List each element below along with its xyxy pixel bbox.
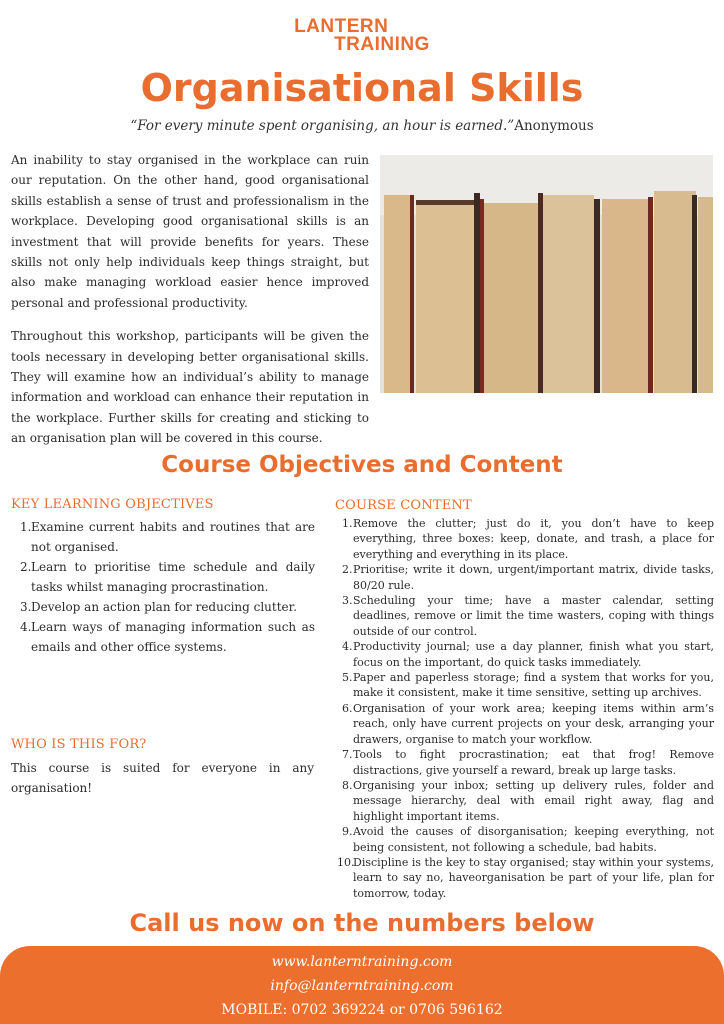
objective-item: 3. Develop an action plan for reducing clutter. bbox=[20, 600, 297, 614]
logo-line-1: LANTERN bbox=[294, 16, 389, 37]
mobile-numbers: MOBILE: 0702 369224 or 0706 596162 bbox=[221, 1002, 503, 1018]
intro-text bbox=[11, 150, 369, 462]
content-item: 8. Organising your inbox; setting up delivery rules, folder and message hierarchy, deal with email right away, flag and highlight important items. bbox=[342, 778, 714, 823]
section-title: Course Objectives and Content bbox=[161, 452, 563, 478]
logo bbox=[0, 18, 724, 54]
objectives-heading: KEY LEARNING OBJECTIVES bbox=[11, 497, 214, 512]
content-item: 4. Productivity journal; use a day planner, finish what you start, focus on the important, do quick tasks immediately. bbox=[342, 640, 714, 669]
call-to-action: Call us now on the numbers below bbox=[129, 909, 595, 937]
page-title: Organisational Skills bbox=[140, 66, 584, 110]
who-text: This course is suited for everyone in any organisation! bbox=[11, 761, 314, 795]
content-item: 10. Discipline is the key to stay organised; stay within your systems, learn to say no, haveorganisation be part of your life, plan for tomorrow, today. bbox=[337, 855, 714, 900]
content-item: 5. Paper and paperless storage; find a system that works for you, make it consistent, make it time sensitive, setting up archives. bbox=[342, 671, 714, 700]
objective-item: 2. Learn to prioritise time schedule and daily tasks whilst managing procrastination. bbox=[20, 560, 315, 594]
intro-paragraph-2: Throughout this workshop, participants will be given the tools necessary in developing better organisational skills. They will examine how an individual’s ability to manage information and workload can enhance their reputation in the workplace. Further skills for creating and sticking to an organisation plan will be covered in this course. bbox=[11, 329, 369, 446]
content-item: 2. Prioritise; write it down, urgent/important matrix, divide tasks, 80/20 rule. bbox=[342, 563, 714, 592]
content-item: 1. Remove the clutter; just do it, you don’t have to keep everything, three boxes: keep, donate, and trash, a place for everything and everything in its place. bbox=[342, 517, 714, 561]
objective-item: 4. Learn ways of managing information such as emails and other office systems. bbox=[20, 620, 315, 654]
footer bbox=[0, 946, 724, 1024]
content-heading: COURSE CONTENT bbox=[335, 498, 472, 513]
books-photo bbox=[380, 155, 713, 393]
logo-line-2: TRAINING bbox=[334, 34, 430, 55]
intro-paragraph-1: An inability to stay organised in the workplace can ruin our reputation. On the other hand, good organisational skills establish a sense of trust and professionalism in the workplace. Developing good organisational skills is an investment that will provide benefits for years. These skills not only help individuals keep things straight, but also make managing workload easier hence improved personal and professional productivity. bbox=[11, 153, 369, 310]
who-heading: WHO IS THIS FOR? bbox=[11, 737, 147, 752]
website-link[interactable]: www.lanterntraining.com bbox=[271, 954, 453, 970]
objectives-list bbox=[20, 517, 315, 657]
content-item: 7. Tools to fight procrastination; eat that frog! Remove distractions, give yourself a reward, break up large tasks. bbox=[342, 748, 714, 777]
quote-author: Anonymous bbox=[514, 118, 594, 134]
quote-text: “For every minute spent organising, an hour is earned.” bbox=[130, 118, 515, 134]
content-list bbox=[337, 516, 714, 901]
quote bbox=[0, 118, 724, 134]
content-item: 6. Organisation of your work area; keeping items within arm’s reach, only have current projects on your desk, arranging your drawers, organise to match your workflow. bbox=[342, 701, 714, 746]
email-link[interactable]: info@lanterntraining.com bbox=[270, 978, 454, 994]
objective-item: 1. Examine current habits and routines that are not organised. bbox=[20, 520, 315, 554]
content-item: 3. Scheduling your time; have a master calendar, setting deadlines, remove or limit the time wasters, coping with things outside of our control. bbox=[342, 594, 714, 638]
content-item: 9. Avoid the causes of disorganisation; keeping everything, not being consistent, not following a schedule, bad habits. bbox=[342, 825, 714, 854]
